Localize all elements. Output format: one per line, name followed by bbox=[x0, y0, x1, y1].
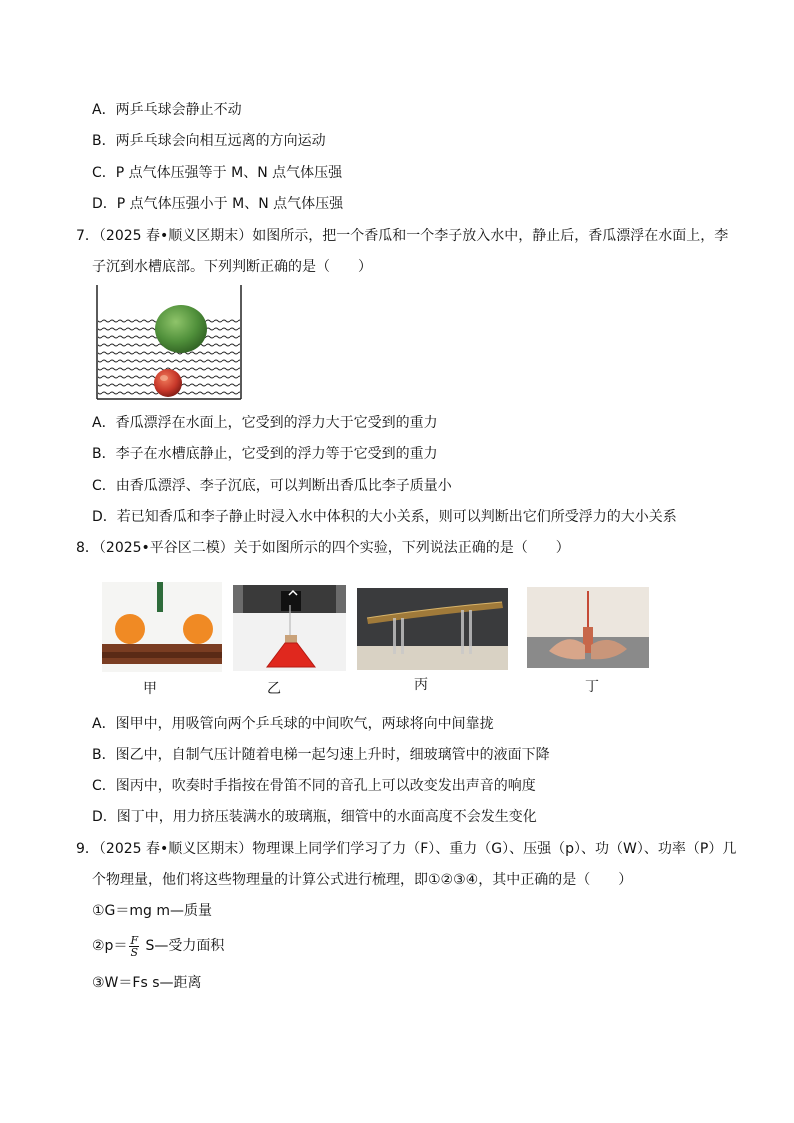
q7-option-b: B．李子在水槽底静止，它受到的浮力等于它受到的重力 bbox=[92, 446, 438, 462]
q7-stem-line1: 7．（2025 春•顺义区期末）如图所示，把一个香瓜和一个李子放入水中，静止后，香瓜漂浮在水面上，李 bbox=[76, 228, 729, 244]
q8-option-d: D．图丁中，用力挤压装满水的玻璃瓶，细管中的水面高度不会发生变化 bbox=[92, 809, 537, 825]
q8-option-a: A．图甲中，用吸管向两个乒乓球的中间吹气，两球将向中间靠拢 bbox=[92, 716, 494, 732]
q8-caption-bing: 丙 bbox=[414, 677, 428, 693]
q8-option-b: B．图乙中，自制气压计随着电梯一起匀速上升时，细玻璃管中的液面下降 bbox=[92, 747, 550, 763]
q7-option-d: D．若已知香瓜和李子静止时浸入水中体积的大小关系，则可以判断出它们所受浮力的大小关系 bbox=[92, 509, 677, 525]
q7-option-a: A．香瓜漂浮在水面上，它受到的浮力大于它受到的重力 bbox=[92, 415, 438, 431]
q8-stem: 8．（2025•平谷区二模）关于如图所示的四个实验，下列说法正确的是（ ） bbox=[76, 540, 570, 556]
q8-caption-jia: 甲 bbox=[143, 681, 157, 697]
q8-photo-ding bbox=[527, 587, 649, 668]
q6-option-a: A．两乒乓球会静止不动 bbox=[92, 102, 242, 118]
q8-photo-jia bbox=[102, 582, 222, 672]
q9-formula-2-suffix: S—受力面积 bbox=[141, 938, 225, 954]
q6-option-c: C．P 点气体压强等于 M、N 点气体压强 bbox=[92, 165, 343, 181]
q8-photo-bing bbox=[357, 588, 508, 670]
q9-formula-2-prefix: ②p＝ bbox=[92, 938, 128, 954]
q8-caption-ding: 丁 bbox=[585, 679, 599, 695]
q7-tank-figure bbox=[94, 285, 244, 403]
q9-formula-1: ①G＝mg m—质量 bbox=[92, 903, 213, 919]
q7-stem-line2: 子沉到水槽底部。下列判断正确的是（ ） bbox=[92, 259, 372, 275]
q9-stem-line2: 个物理量，他们将这些物理量的计算公式进行梳理，即①②③④，其中正确的是（ ） bbox=[92, 872, 633, 888]
q9-formula-2 bbox=[92, 932, 224, 960]
q6-option-b: B．两乒乓球会向相互远离的方向运动 bbox=[92, 133, 326, 149]
q8-photo-yi bbox=[233, 585, 346, 671]
q7-option-c: C．由香瓜漂浮、李子沉底，可以判断出香瓜比李子质量小 bbox=[92, 478, 452, 494]
q6-option-d: D．P 点气体压强小于 M、N 点气体压强 bbox=[92, 196, 344, 212]
q9-fraction bbox=[129, 935, 139, 958]
q9-stem-line1: 9．（2025 春•顺义区期末）物理课上同学们学习了力（F）、重力（G）、压强（p）、功（W）、功率（P）几 bbox=[76, 841, 737, 857]
q9-fraction-numerator: F bbox=[130, 933, 139, 947]
q8-caption-yi: 乙 bbox=[267, 681, 281, 697]
q9-fraction-denominator: S bbox=[130, 945, 139, 959]
q9-formula-3: ③W＝Fs s—距离 bbox=[92, 975, 202, 991]
q8-option-c: C．图丙中，吹奏时手指按在骨笛不同的音孔上可以改变发出声音的响度 bbox=[92, 778, 536, 794]
